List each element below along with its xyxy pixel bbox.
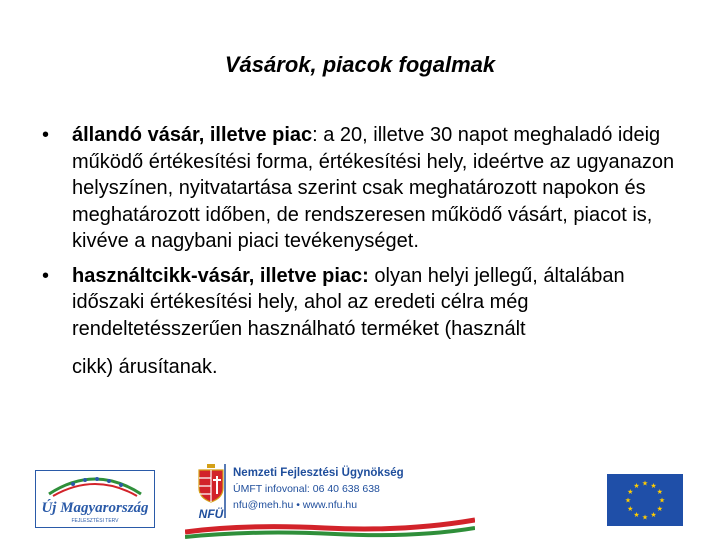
eu-star-icon: ★: [624, 496, 632, 505]
left-logo-subtext: FEJLESZTÉSI TERV: [71, 518, 119, 524]
eu-star-icon: ★: [650, 481, 657, 490]
term: állandó vásár, illetve piac: [72, 124, 313, 146]
definition-list: [42, 122, 692, 389]
definition-text-continued: cikk) árusítanak.: [72, 356, 218, 378]
eu-star-icon: ★: [656, 488, 663, 496]
footer-logos: [0, 462, 720, 540]
list-item: [42, 122, 692, 255]
bullet: •: [42, 264, 50, 287]
eu-star-icon: ★: [658, 496, 666, 505]
list-item: [42, 263, 692, 381]
eu-flag-icon: [607, 474, 683, 526]
eu-star-icon: ★: [633, 511, 640, 520]
bullet: •: [42, 124, 50, 146]
eu-star-icon: ★: [641, 479, 649, 488]
eu-star-icon: ★: [627, 505, 634, 513]
eu-star-icon: ★: [656, 505, 663, 513]
nfu-abbr: NFÜ: [198, 507, 224, 521]
definition-text: : a 20, illetve 30 napot meghaladó ideig működő értékesítési forma, értékesítési hely, ideértve az ugyanazon helyszínen, nyitvatartása szerint csak meghatározott napokon és meghatározott időben, de rendszeresen működő vásárt, piacot is, kivéve a nagybani piaci tevékenységet.: [72, 124, 675, 252]
nfu-logo: [185, 462, 475, 540]
eu-star-icon: ★: [633, 481, 640, 490]
term: használtcikk-vásár, illetve piac:: [72, 264, 369, 287]
definition-text: olyan helyi jellegű, általában időszaki értékesítési hely, ahol az eredeti célra még rendeltetésszerűen használható terméket (használt: [72, 264, 625, 340]
uj-magyarorszag-logo: [35, 470, 155, 528]
nfu-email-web: nfu@meh.hu • www.nfu.hu: [233, 499, 358, 511]
eu-star-icon: ★: [641, 513, 649, 522]
eu-star-icon: ★: [650, 511, 657, 520]
coat-of-arms-icon: [199, 464, 223, 502]
slide-title: Vásárok, piacok fogalmak: [224, 52, 496, 77]
nfu-phone: ÚMFT infovonal: 06 40 638 638: [233, 483, 380, 495]
nfu-name: Nemzeti Fejlesztési Ügynökség: [233, 467, 404, 479]
eu-star-icon: ★: [627, 488, 634, 496]
left-logo-text: Új Magyarország: [41, 500, 149, 516]
